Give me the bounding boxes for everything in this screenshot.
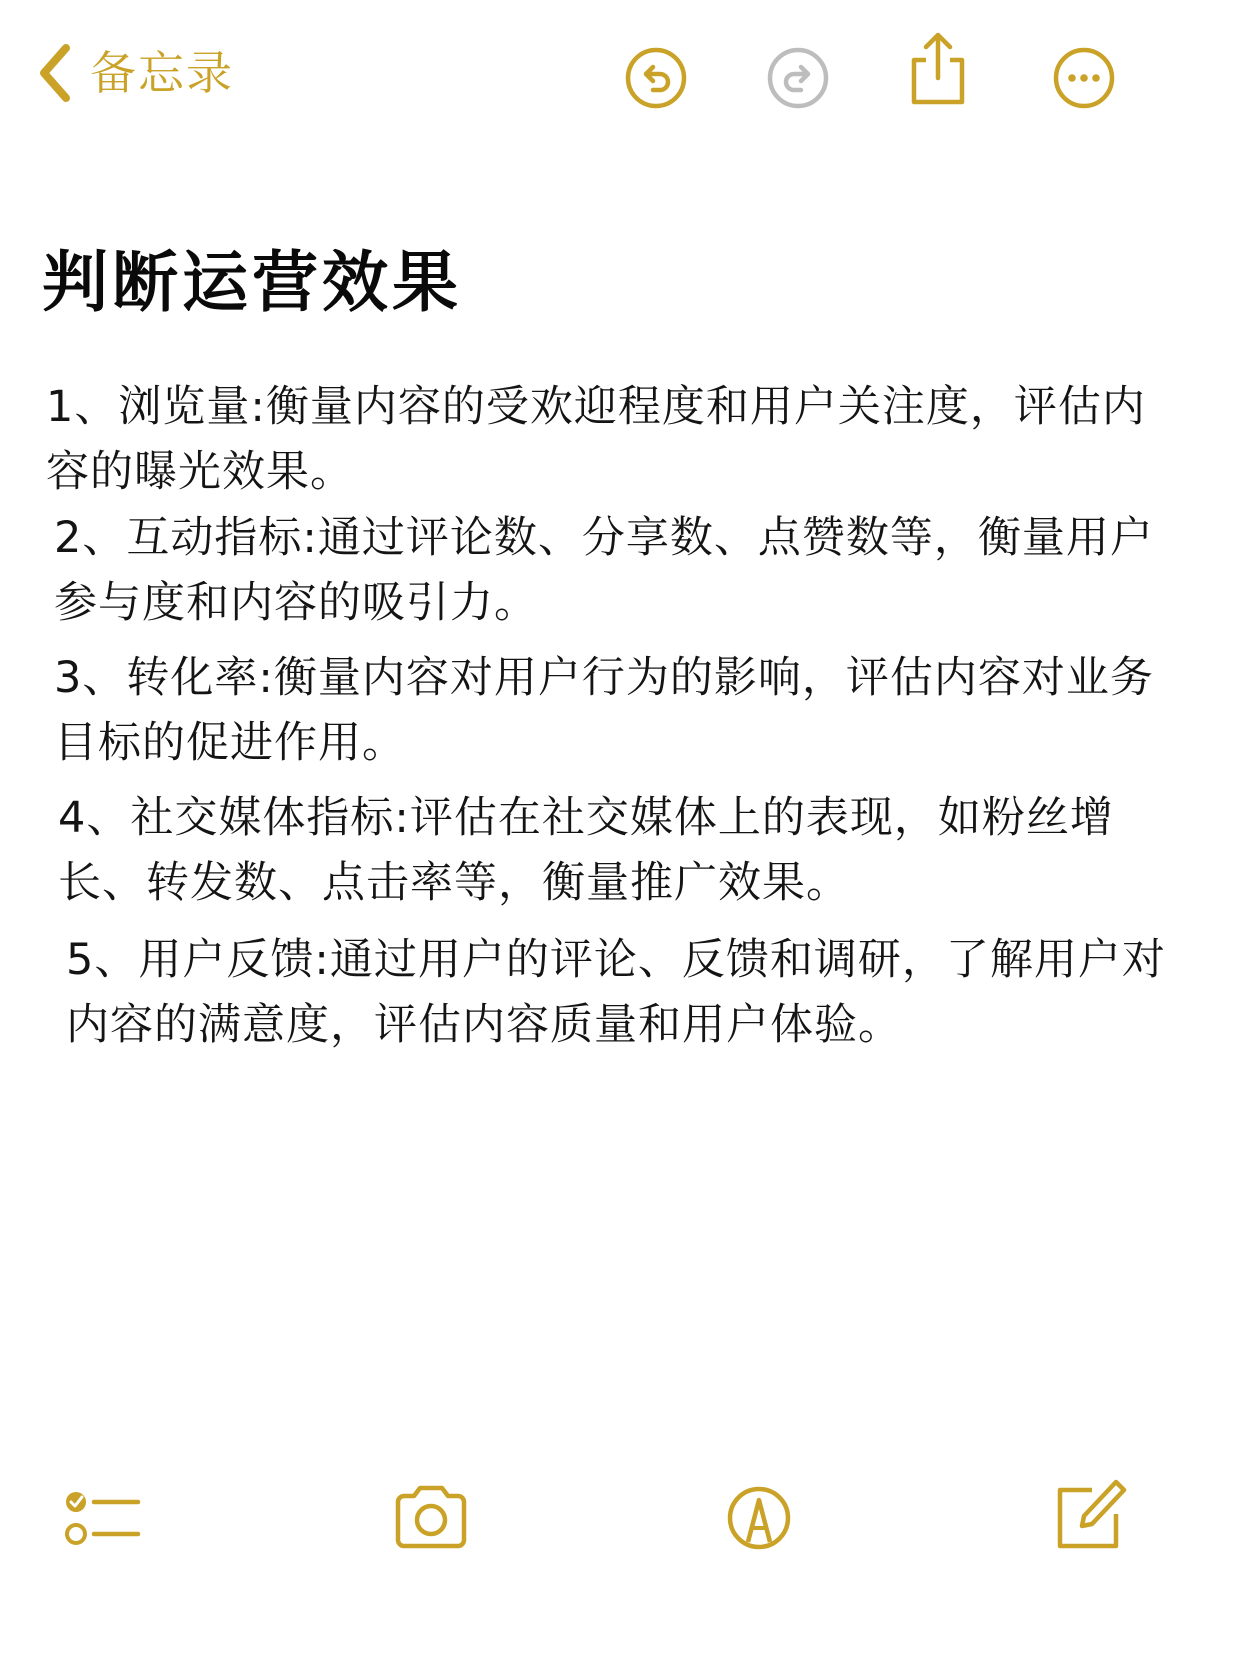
camera-icon[interactable] [386, 1476, 476, 1556]
more-icon[interactable] [1050, 44, 1118, 112]
share-icon[interactable] [904, 30, 972, 106]
bottom-toolbar [0, 1560, 1245, 1660]
back-button[interactable] [36, 38, 234, 108]
compose-icon[interactable] [1046, 1472, 1136, 1552]
note-paragraph-2: 2、互动指标:通过评论数、分享数、点赞数等，衡量用户参与度和内容的吸引力。 [54, 513, 1154, 628]
undo-icon[interactable] [622, 44, 690, 112]
back-label: 备忘录 [90, 46, 234, 100]
note-paragraph-5: 5、用户反馈:通过用户的评论、反馈和调研，了解用户对内容的满意度，评估内容质量和用户体验。 [66, 935, 1166, 1050]
chevron-left-icon [36, 42, 72, 104]
redo-icon[interactable] [764, 44, 832, 112]
checklist-icon[interactable] [58, 1480, 148, 1560]
note-title: 判断运营效果 [42, 244, 462, 321]
note-paragraph-1: 1、浏览量:衡量内容的受欢迎程度和用户关注度，评估内容的曝光效果。 [46, 382, 1146, 497]
note-paragraph-3: 3、转化率:衡量内容对用户行为的影响，评估内容对业务目标的促进作用。 [54, 653, 1154, 768]
top-toolbar [0, 0, 1245, 150]
note-paragraph-4: 4、社交媒体指标:评估在社交媒体上的表现，如粉丝增长、转发数、点击率等，衡量推广效果。 [58, 793, 1114, 908]
markup-icon[interactable] [714, 1476, 804, 1556]
